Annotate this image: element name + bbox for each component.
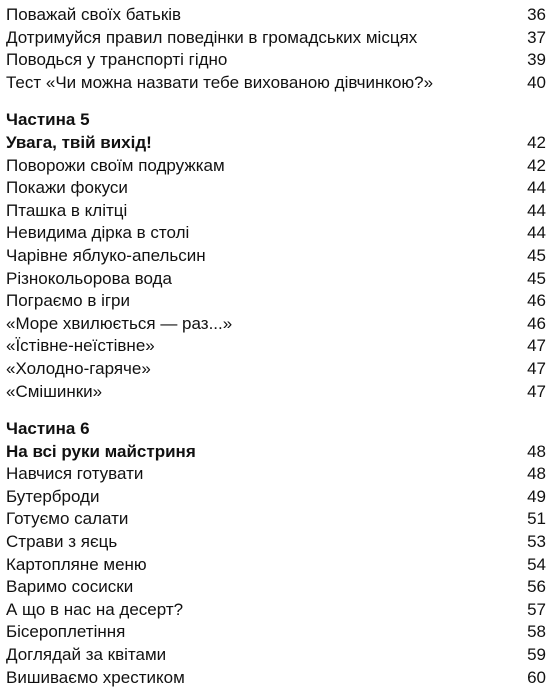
toc-entry: [6, 72, 546, 95]
toc-entry-title: Вишиваємо хрестиком: [6, 667, 185, 687]
toc-entry-page: 59: [527, 645, 546, 665]
toc-section-top: [6, 4, 546, 94]
toc-entry-title: Чарівне яблуко-апельсин: [6, 245, 206, 265]
toc-entry-title: Тест «Чи можна назвати тебе вихованою дівчинкою?»: [6, 72, 434, 92]
toc-entry-title: Навчися готувати: [6, 464, 144, 484]
toc-entry-title: Пограємо в ігри: [6, 291, 131, 311]
toc-entry: [6, 508, 546, 531]
toc-entry: [6, 531, 546, 554]
toc-entry: [6, 621, 546, 644]
toc-entry-title: А що в нас на десерт?: [6, 599, 184, 619]
toc-entry-page: 58: [527, 622, 546, 642]
toc-entry-page: 47: [527, 381, 546, 401]
toc-entry-page: 44: [527, 223, 546, 243]
toc-entry-page: 47: [527, 336, 546, 356]
toc-entry-title: Пташка в клітці: [6, 200, 128, 220]
part-heading-page: 42: [527, 132, 546, 152]
toc-entry: [6, 4, 546, 27]
toc-entry-title: Невидима дірка в столі: [6, 223, 190, 243]
toc-entry-title: Картопляне меню: [6, 554, 147, 574]
toc-entry-title: Готуємо салати: [6, 509, 129, 529]
part-heading-title: Увага, твій вихід!: [6, 132, 152, 152]
toc-entry-title: «Холодно-гаряче»: [6, 358, 151, 378]
toc-entry: [6, 290, 546, 313]
toc-entry-page: 37: [527, 27, 546, 47]
toc-entry-title: Поворожи своїм подружкам: [6, 155, 225, 175]
toc-entry-page: 45: [527, 245, 546, 265]
toc-entry-title: Дотримуйся правил поведінки в громадських місцях: [6, 27, 418, 47]
toc-entry-page: 40: [527, 72, 546, 92]
part-heading-page: 48: [527, 441, 546, 461]
toc-entry-title: Поводься у транспорті гідно: [6, 50, 228, 70]
toc-entry-title: Доглядай за квітами: [6, 645, 167, 665]
toc-entry: [6, 463, 546, 486]
toc-entry: [6, 335, 546, 358]
toc-entry-page: 54: [527, 554, 546, 574]
part-label: Частина 5: [6, 110, 90, 130]
toc-entry: [6, 313, 546, 336]
toc-entry-page: 39: [527, 50, 546, 70]
toc-entry: [6, 667, 546, 690]
part-heading-title: На всі руки майстриня: [6, 441, 196, 461]
part-heading: [6, 441, 546, 464]
toc-entry-page: 48: [527, 464, 546, 484]
section-gap: [6, 403, 546, 418]
toc-entry-page: 57: [527, 599, 546, 619]
toc-entry-page: 56: [527, 577, 546, 597]
toc-entry: [6, 245, 546, 268]
toc-entry: [6, 358, 546, 381]
toc-entry: [6, 599, 546, 622]
toc-entry-title: Бутерброди: [6, 486, 100, 506]
toc-entry-title: Страви з яєць: [6, 532, 118, 552]
toc-entry: [6, 27, 546, 50]
toc-entry-title: Бісероплетіння: [6, 622, 126, 642]
toc-entry-page: 60: [527, 667, 546, 687]
part-label: Частина 6: [6, 419, 90, 439]
toc-entry-title: Покажи фокуси: [6, 178, 128, 198]
toc-entry-page: 44: [527, 200, 546, 220]
toc-entry-page: 36: [527, 5, 546, 24]
toc-entry: [6, 49, 546, 72]
toc-entry-page: 46: [527, 291, 546, 311]
toc-entry-page: 53: [527, 532, 546, 552]
part-heading: [6, 132, 546, 155]
toc-entry-title: «Їстівне-неїстівне»: [6, 336, 155, 356]
toc-entry-page: 42: [527, 155, 546, 175]
toc-entry: [6, 268, 546, 291]
toc-part-5: [6, 109, 546, 403]
toc-entry: [6, 381, 546, 404]
toc-entry: [6, 200, 546, 223]
toc-entry-title: «Море хвилюється — раз...»: [6, 313, 233, 333]
toc-entry-page: 47: [527, 358, 546, 378]
section-gap: [6, 94, 546, 109]
toc-entry: [6, 486, 546, 509]
toc-entry-title: Поважай своїх батьків: [6, 5, 182, 24]
toc-entry-page: 51: [527, 509, 546, 529]
toc-entry-title: «Смішинки»: [6, 381, 103, 401]
toc-entry-page: 49: [527, 486, 546, 506]
table-of-contents: [6, 4, 546, 689]
toc-entry: [6, 177, 546, 200]
toc-entry-title: Різнокольорова вода: [6, 268, 172, 288]
toc-entry-page: 44: [527, 178, 546, 198]
toc-part-6: [6, 418, 546, 689]
toc-entry-page: 45: [527, 268, 546, 288]
toc-entry: [6, 155, 546, 178]
toc-entry-title: Варимо сосиски: [6, 577, 134, 597]
toc-entry: [6, 554, 546, 577]
toc-entry: [6, 576, 546, 599]
toc-entry: [6, 222, 546, 245]
toc-entry-page: 46: [527, 313, 546, 333]
toc-entry: [6, 644, 546, 667]
